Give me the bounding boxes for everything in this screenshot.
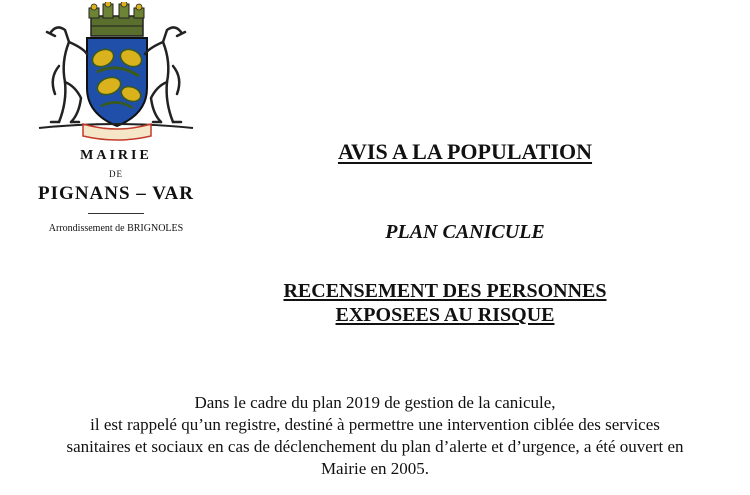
census-heading-line-2: EXPOSEES AU RISQUE: [335, 304, 555, 326]
body-line-3: sanitaires et sociaux en cas de déclenchement du plan d’alerte et d’urgence, a été ouvert en: [66, 437, 684, 456]
notice-body: [6, 392, 744, 480]
shield: [87, 38, 147, 126]
right-supporter-dog: [145, 27, 185, 122]
coat-of-arms-logo: [31, 2, 201, 142]
left-supporter-dog: [47, 27, 87, 122]
body-line-4: Mairie en 2005.: [320, 459, 430, 478]
body-line-2: il est rappelé qu’un registre, destiné à permettre une intervention ciblée des services: [90, 415, 660, 434]
mairie-label: MAIRIE: [80, 148, 152, 163]
notice-title: AVIS A LA POPULATION: [337, 139, 593, 164]
mural-crown: [89, 2, 144, 36]
municipal-header: [18, 2, 214, 234]
census-heading-line-1: RECENSEMENT DES PERSONNES: [283, 280, 607, 302]
de-label: DE: [109, 169, 123, 179]
divider: [88, 213, 144, 214]
census-heading: [230, 279, 660, 327]
plan-subtitle: PLAN CANICULE: [385, 221, 545, 243]
body-line-1: Dans le cadre du plan 2019 de gestion de la canicule,: [194, 393, 556, 412]
town-name: PIGNANS – VAR: [38, 183, 194, 204]
arrondissement-label: Arrondissement de BRIGNOLES: [48, 223, 184, 234]
